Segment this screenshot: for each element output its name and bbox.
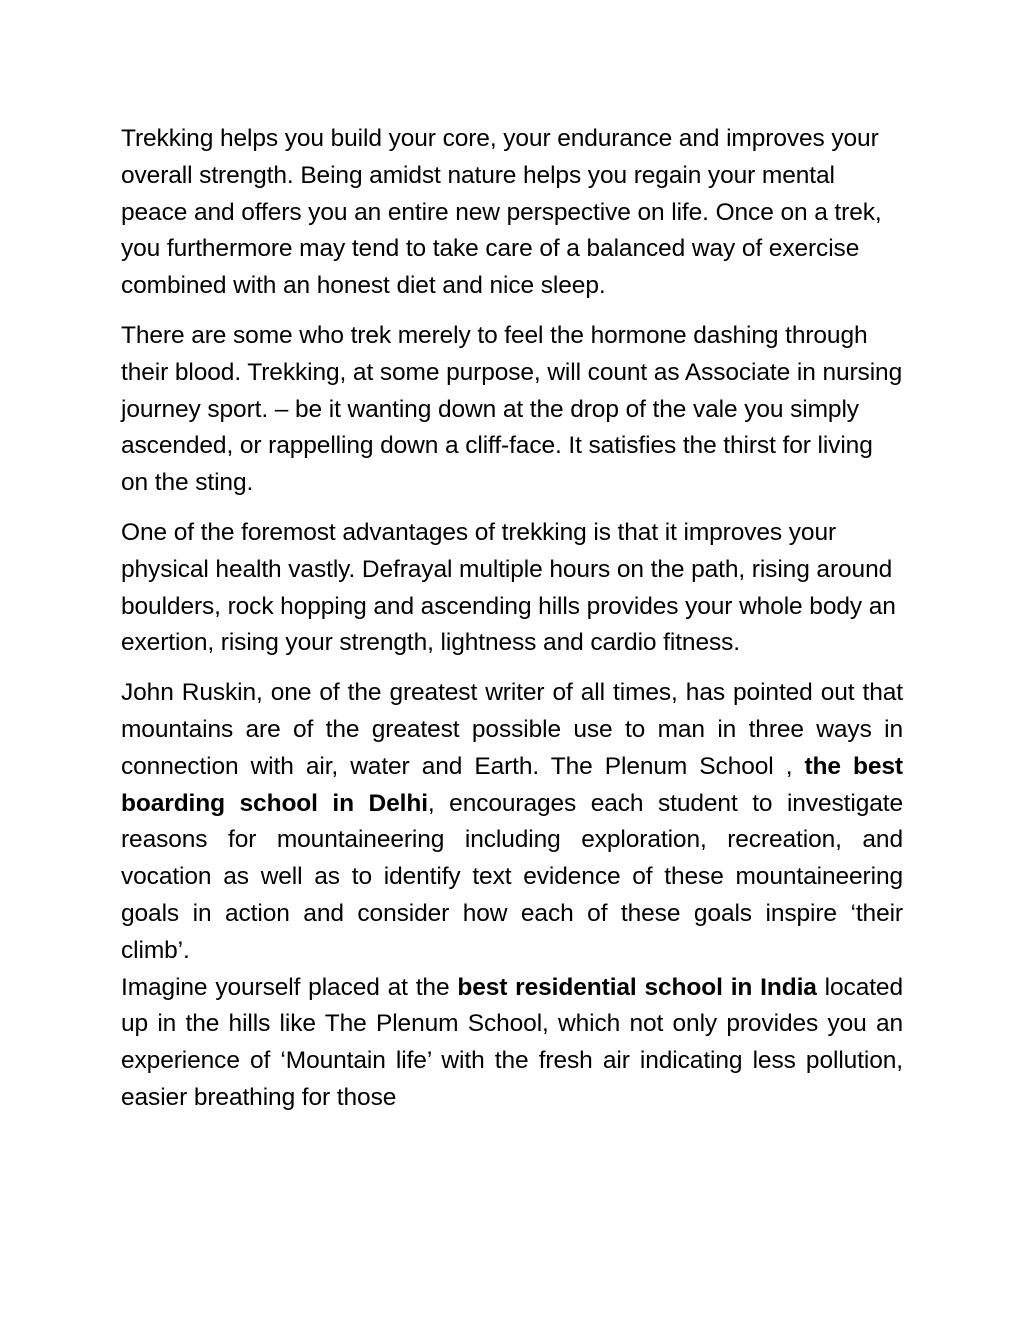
document-page	[121, 121, 903, 1117]
paragraph-residential-school	[121, 970, 903, 1117]
paragraph-john-ruskin	[121, 675, 903, 969]
paragraph-physical-health: One of the foremost advantages of trekking is that it improves your physical health vastly. Defrayal multiple hours on the path, rising around boulders, rock hopping and ascending hills provides your whole body an exertion, rising your strength, lightness and cardio fitness.	[121, 518, 896, 657]
residential-text-after: located up in the hills like The Plenum School, which not only provides you an experience of ‘Mountain life’ with the fresh air indicating less pollution, easier breathing for those	[121, 973, 903, 1111]
ruskin-text-before: John Ruskin, one of the greatest writer of all times, has pointed out that mountains are of the greatest possible use to man in three ways in connection with air, water and Earth. The Plenum School ,	[121, 679, 903, 780]
residential-school-link-text: best residential school in India	[457, 973, 817, 1001]
ruskin-text-after: , encourages each student to investigate reasons for mountaineering including exploration, recreation, and vocation as well as to identify text evidence of these mountaineering goals in action and consider how each of these goals inspire ‘their climb’.	[121, 789, 903, 964]
residential-text-before: Imagine yourself placed at the	[121, 973, 458, 1001]
paragraph-adrenaline: There are some who trek merely to feel the hormone dashing through their blood. Trekking, at some purpose, will count as Associate in nursing journey sport. – be it wanting down at the drop of the vale you simply ascended, or rappelling down a cliff-face. It satisfies the thirst for living on the sting.	[121, 321, 903, 497]
boarding-school-link-text: the best boarding school in Delhi	[121, 752, 903, 817]
paragraph-trekking-benefits: Trekking helps you build your core, your endurance and improves your overall strength. Being amidst nature helps you regain your mental peace and offers you an entire new perspective on life. Once on a trek, you furthermore may tend to take care of a balanced way of exercise combined with an honest diet and nice sleep.	[121, 125, 882, 300]
